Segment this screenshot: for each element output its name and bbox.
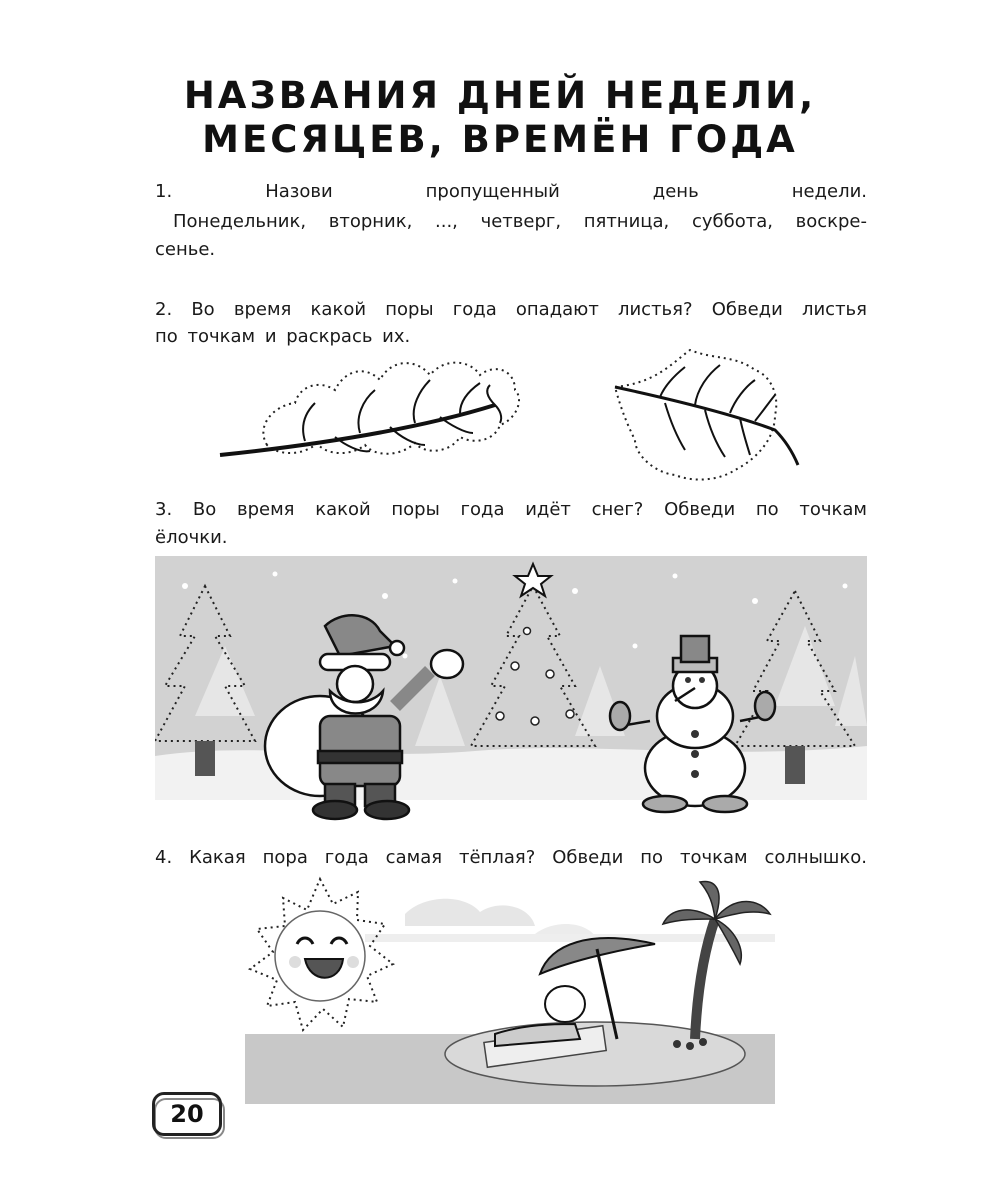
page-number: 20 xyxy=(152,1092,222,1136)
task-4-question: 4. Какая пора года самая тёплая? Обведи по точкам солнышко. xyxy=(155,847,867,868)
task-1-days-line: Понедельник, вторник, ..., четверг, пятница, суббота, воскре- xyxy=(173,211,867,232)
task-3-question: 3. Во время какой поры года идёт снег? Обведи по точкам xyxy=(155,499,867,520)
task-2-question: 2. Во время какой поры года опадают листья? Обведи листья xyxy=(155,299,867,320)
page-title-line-2: МЕСЯЦЕВ, ВРЕМЁН ГОДА xyxy=(202,118,798,161)
task-1-question: 1. Назови пропущенный день недели. xyxy=(155,181,867,202)
page-title-line-1: НАЗВАНИЯ ДНЕЙ НЕДЕЛИ, xyxy=(183,74,817,117)
beach-scene-icon xyxy=(245,874,775,1104)
dotted-leaves-icon xyxy=(215,345,815,485)
task-1-days-line-end: сенье. xyxy=(155,239,216,260)
winter-scene-icon xyxy=(155,556,867,826)
task-3-question-end: ёлочки. xyxy=(155,527,228,548)
task-2-question-end: по точкам и раскрась их. xyxy=(155,326,411,347)
